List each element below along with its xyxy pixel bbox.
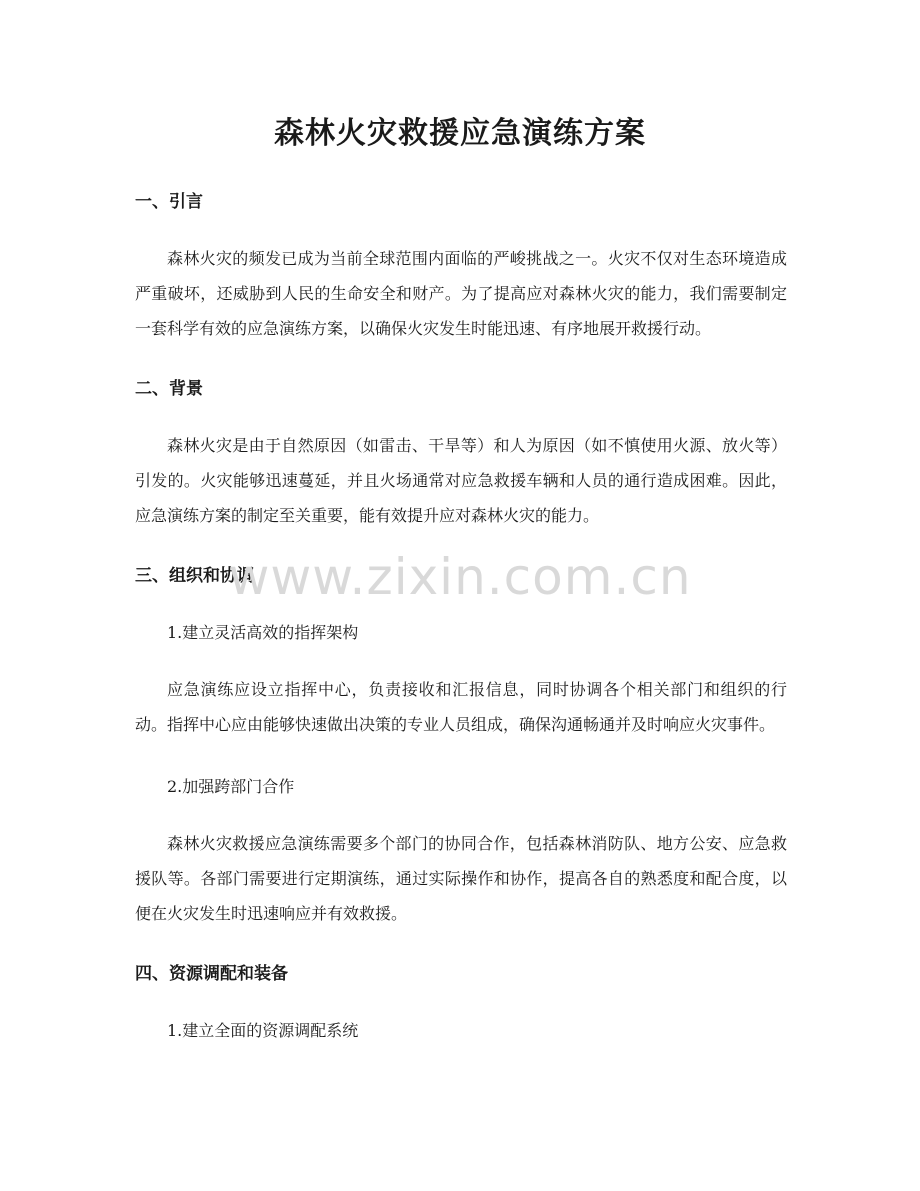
section-heading-intro: 一、引言 bbox=[135, 192, 203, 212]
document-body bbox=[135, 186, 787, 1048]
watermark-text: www.zixin.com.cn bbox=[228, 548, 692, 606]
paragraph-cross-department: 森林火灾救援应急演练需要多个部门的协同合作，包括森林消防队、地方公安、应急救援队等。各部门需要进行定期演练，通过实际操作和协作，提高各自的熟悉度和配合度，以便在火灾发生时迅速响应并有效救援。 bbox=[135, 834, 787, 923]
subheading-cross-department: 2.加强跨部门合作 bbox=[167, 777, 295, 796]
section-heading-resources: 四、资源调配和装备 bbox=[135, 964, 288, 984]
section-heading-background: 二、背景 bbox=[135, 379, 203, 399]
document-title: 森林火灾救援应急演练方案 bbox=[274, 116, 646, 151]
subheading-command-structure: 1.建立灵活高效的指挥架构 bbox=[167, 623, 359, 642]
section-heading-organization: 三、组织和协调 bbox=[135, 566, 254, 586]
paragraph-command-structure: 应急演练应设立指挥中心，负责接收和汇报信息，同时协调各个相关部门和组织的行动。指挥中心应由能够快速做出决策的专业人员组成，确保沟通畅通并及时响应火灾事件。 bbox=[135, 680, 787, 734]
subheading-resource-system: 1.建立全面的资源调配系统 bbox=[167, 1021, 359, 1040]
paragraph-intro: 森林火灾的频发已成为当前全球范围内面临的严峻挑战之一。火灾不仅对生态环境造成严重破坏，还威胁到人民的生命安全和财产。为了提高应对森林火灾的能力，我们需要制定一套科学有效的应急演练方案，以确保火灾发生时能迅速、有序地展开救援行动。 bbox=[135, 249, 787, 338]
paragraph-background: 森林火灾是由于自然原因（如雷击、干旱等）和人为原因（如不慎使用火源、放火等）引发的。火灾能够迅速蔓延，并且火场通常对应急救援车辆和人员的通行造成困难。因此，应急演练方案的制定至关重要，能有效提升应对森林火灾的能力。 bbox=[135, 436, 787, 525]
